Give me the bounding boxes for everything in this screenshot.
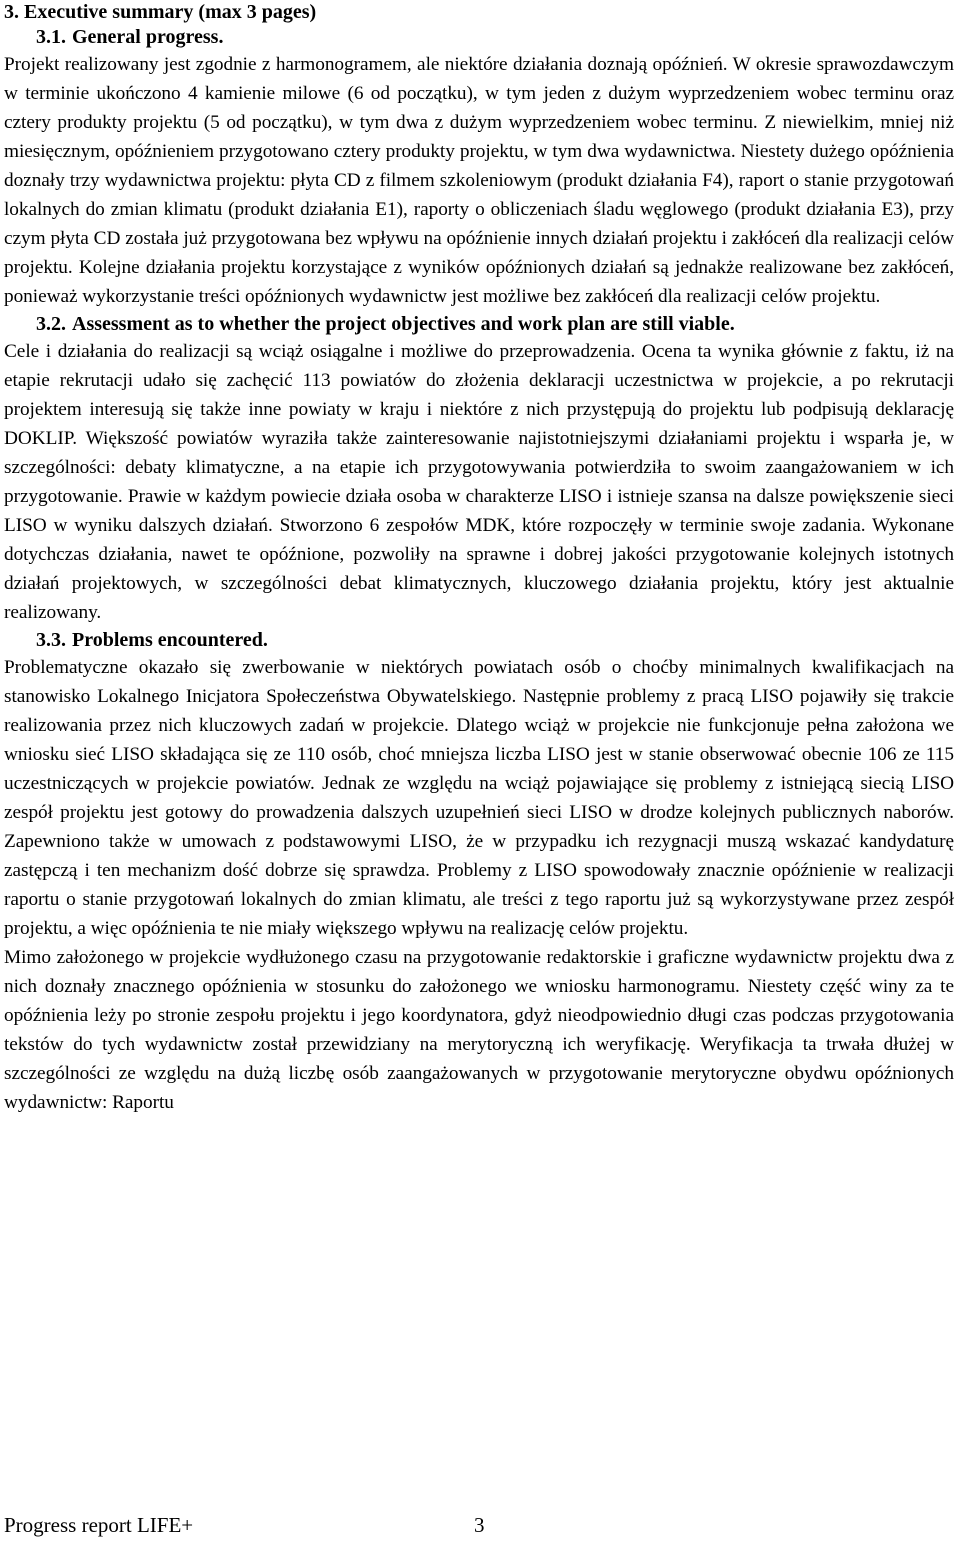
general-progress-paragraph: Projekt realizowany jest zgodnie z harmonogramem, ale niektóre działania doznają opóźnień. W okresie sprawozdawczym w terminie ukończono 4 kamienie milowe (6 od początku), w tym jeden z dużym wyprzedzeniem wobec terminu oraz cztery produkty projektu (5 od początku), w tym dwa z dużym wyprzedzeniem wobec terminu. Z niewielkim, mniej niż miesięcznym, opóźnieniem przygotowano cztery produkty projektu, w tym dwa wydawnictwa. Niestety dużego opóźnienia doznały trzy wydawnictwa projektu: płyta CD z filmem szkoleniowym (produkt działania F4), raport o stanie przygotowań lokalnych do zmian klimatu (produkt działania E1), raporty o obliczeniach śladu węglowego (produkt działania E3), przy czym płyta CD została już przygotowana bez wpływu na opóźnienie innych działań projektu i zakłóceń dla realizacji celów projektu. Kolejne działania projektu korzystające z wyników opóźnionych działań są jednakże realizowane bez zakłóceń, ponieważ wykorzystanie treści opóźnionych wydawnictw jest możliwe bez zakłóceń dla realizacji celów projektu. xyxy=(4,54,954,307)
problems-paragraph-2: Mimo założonego w projekcie wydłużonego czasu na przygotowanie redaktorskie i graficzne wydawnictw projektu dwa z nich doznały znacznego opóźnienia w stosunku do założonego we wniosku harmonogramu. Niestety część winy za te opóźnienia leży po stronie zespołu projektu i jego koordynatora, gdyż nieodpowiednio długi czas podczas przygotowania tekstów do tych wydawnictw został przewidziany na merytoryczną ich weryfikację. Weryfikacja ta trwała dłużej w szczególności ze względu na dużą liczbę osób zaangażowanych w przygotowanie merytoryczne obydwu opóźnionych wydawnictw: Raportu xyxy=(4,947,954,1113)
subsection-number: 3.1. xyxy=(36,26,66,48)
subsection-title: Assessment as to whether the project objectives and work plan are still viable. xyxy=(72,313,735,335)
subsection-number: 3.3. xyxy=(36,629,66,651)
problems-paragraph-1: Problematyczne okazało się zwerbowanie w niektórych powiatach osób o choćby minimalnych kwalifikacjach na stanowisko Lokalnego Inicjatora Społeczeństwa Obywatelskiego. Następnie problemy z pracą LISO pojawiły się trakcie realizowania przez nich kluczowych zadań w projekcie. Dlatego wciąż w projekcie nie funkcjonuje pełna założona we wniosku sieć LISO składająca się ze 110 osób, choć mniejsza liczba LISO jest w stanie obserwować obecnie 106 ze 115 uczestniczących w projekcie powiatów. Jednak ze względu na wciąż pojawiające się problemy z istniejącą siecią LISO zespół projektu jest gotowy do prowadzenia dalszych uzupełnień sieci LISO w drodze kolejnych publicznych naborów. Zapewniono także w umowach z podstawowymi LISO, że w przypadku ich rezygnacji muszą wskazać kandydaturę zastępczą i ten mechanizm dość dobrze się sprawdza. Problemy z LISO spowodowały znacznie opóźnienie w realizacji raportu o stanie przygotowań lokalnych do zmian klimatu, ale treści z tego raportu już są wykorzystywane przez zespół projektu, a więc opóźnienia te nie miały większego wpływu na realizację celów projektu. xyxy=(4,657,954,939)
subsection-title: Problems encountered. xyxy=(72,629,268,651)
subsection-heading-assessment xyxy=(36,311,954,337)
section-heading: 3. Executive summary (max 3 pages) xyxy=(4,1,317,23)
footer-label: Progress report LIFE+ xyxy=(4,1513,194,1537)
subsection-heading-general-progress xyxy=(36,24,954,50)
subsection-title: General progress. xyxy=(72,26,224,48)
subsection-heading-problems xyxy=(36,627,954,653)
document-page xyxy=(4,0,954,1117)
assessment-paragraph: Cele i działania do realizacji są wciąż osiągalne i możliwe do przeprowadzenia. Ocena ta wynika głównie z faktu, iż na etapie rekrutacji udało się zachęcić 113 powiatów do złożenia deklaracji uczestnictwa w projekcie, a po rekrutacji projektem interesują się także inne powiaty w kraju i niektóre z nich przystępują do projektu lub podpisują deklarację DOKLIP. Większość powiatów wyraziła także zainteresowanie najistotniejszymi działaniami projektu i wsparła je, w szczególności: debaty klimatyczne, a na etapie ich przygotowywania potwierdziła to swoim zaangażowaniem w ich przygotowanie. Prawie w każdym powiecie działa osoba w charakterze LISO i istnieje szansa na dalsze powiększenie sieci LISO w wyniku dalszych działań. Stworzono 6 zespołów MDK, które rozpoczęły w terminie swoje zadania. Wykonane dotychczas działania, nawet te opóźnione, pozwoliły na sprawne i dobrej jakości przygotowanie kolejnych istotnych działań projektowych, w szczególności debat klimatycznych, kluczowego działania projektu, który jest aktualnie realizowany. xyxy=(4,341,954,623)
page-footer xyxy=(4,1512,485,1538)
page-number: 3 xyxy=(474,1513,485,1537)
subsection-number: 3.2. xyxy=(36,313,66,335)
